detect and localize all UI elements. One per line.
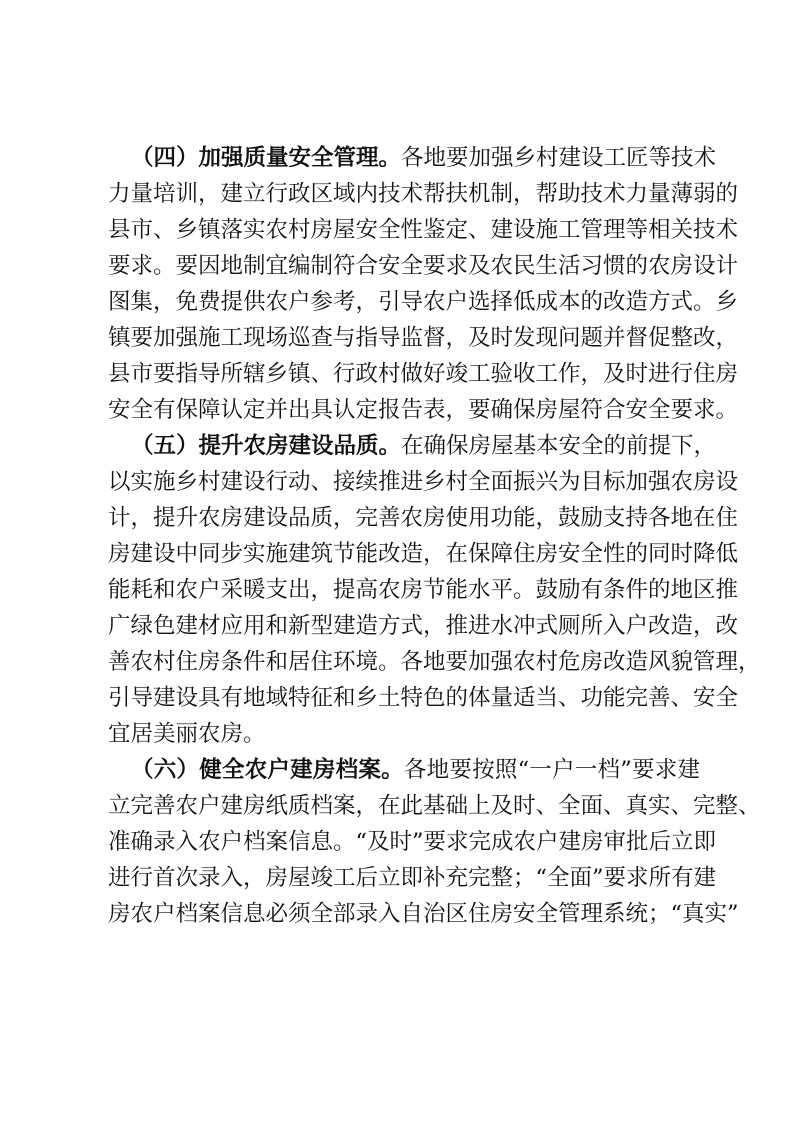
paragraph-line: 镇要加强施工现场巡查与指导监督，及时发现问题并督促整改， <box>108 325 739 351</box>
paragraph-line: 能耗和农户采暖支出，提高农房节能水平。鼓励有条件的地区推 <box>108 577 739 603</box>
paragraph-line: 安全有保障认定并出具认定报告表，要确保房屋符合安全要求。 <box>108 397 739 423</box>
paragraph-line: 善农村住房条件和居住环境。各地要加强农村危房改造风貌管理， <box>108 649 761 675</box>
paragraph-line: 进行首次录入，房屋竣工后立即补充完整；“全面”要求所有建 <box>108 865 717 891</box>
paragraph-line: 准确录入农户档案信息。“及时”要求完成农户建房审批后立即 <box>108 829 717 855</box>
paragraph-first-line <box>108 752 700 788</box>
paragraph-line: 房建设中同步实施建筑节能改造，在保障住房安全性的同时降低 <box>108 541 739 567</box>
paragraph-building-quality <box>108 428 761 752</box>
paragraph-line: 图集，免费提供农户参考，引导农户选择低成本的改造方式。乡 <box>108 289 739 315</box>
paragraph-first-line <box>108 428 717 464</box>
paragraph-line: 县市、乡镇落实农村房屋安全性鉴定、建设施工管理等相关技术 <box>108 217 739 243</box>
paragraph-first-line <box>108 140 717 176</box>
paragraph-line: 要求。要因地制宜编制符合安全要求及农民生活习惯的农房设计 <box>108 253 739 279</box>
paragraph-text: 在确保房屋基本安全的前提下， <box>401 433 717 459</box>
paragraph-line: 引导建设具有地域特征和乡土特色的体量适当、功能完善、安全 <box>108 685 739 711</box>
paragraph-line: 计，提升农房建设品质，完善农房使用功能，鼓励支持各地在住 <box>108 505 739 531</box>
paragraph-line: 县市要指导所辖乡镇、行政村做好竣工验收工作，及时进行住房 <box>108 361 739 387</box>
paragraph-heading: （五）提升农房建设品质。 <box>131 433 402 459</box>
paragraph-text: 各地要按照“一户一档”要求建 <box>403 757 700 783</box>
paragraph-quality-safety <box>108 140 739 428</box>
paragraph-line: 以实施乡村建设行动、接续推进乡村全面振兴为目标加强农房设 <box>108 469 739 495</box>
paragraph-heading: （四）加强质量安全管理。 <box>131 145 402 171</box>
paragraph-heading: （六）健全农户建房档案。 <box>131 757 404 783</box>
paragraph-line: 立完善农户建房纸质档案，在此基础上及时、全面、真实、完整、 <box>108 793 761 819</box>
paragraph-line: 力量培训，建立行政区域内技术帮扶机制，帮助技术力量薄弱的 <box>108 181 739 207</box>
paragraph-housing-archives <box>108 752 761 932</box>
paragraph-text: 各地要加强乡村建设工匠等技术 <box>401 145 717 171</box>
document-page <box>108 140 761 932</box>
paragraph-line: 广绿色建材应用和新型建造方式，推进水冲式厕所入户改造，改 <box>108 613 739 639</box>
paragraph-line: 宜居美丽农房。 <box>108 721 266 747</box>
paragraph-line: 房农户档案信息必须全部录入自治区住房安全管理系统；“真实” <box>108 901 739 927</box>
